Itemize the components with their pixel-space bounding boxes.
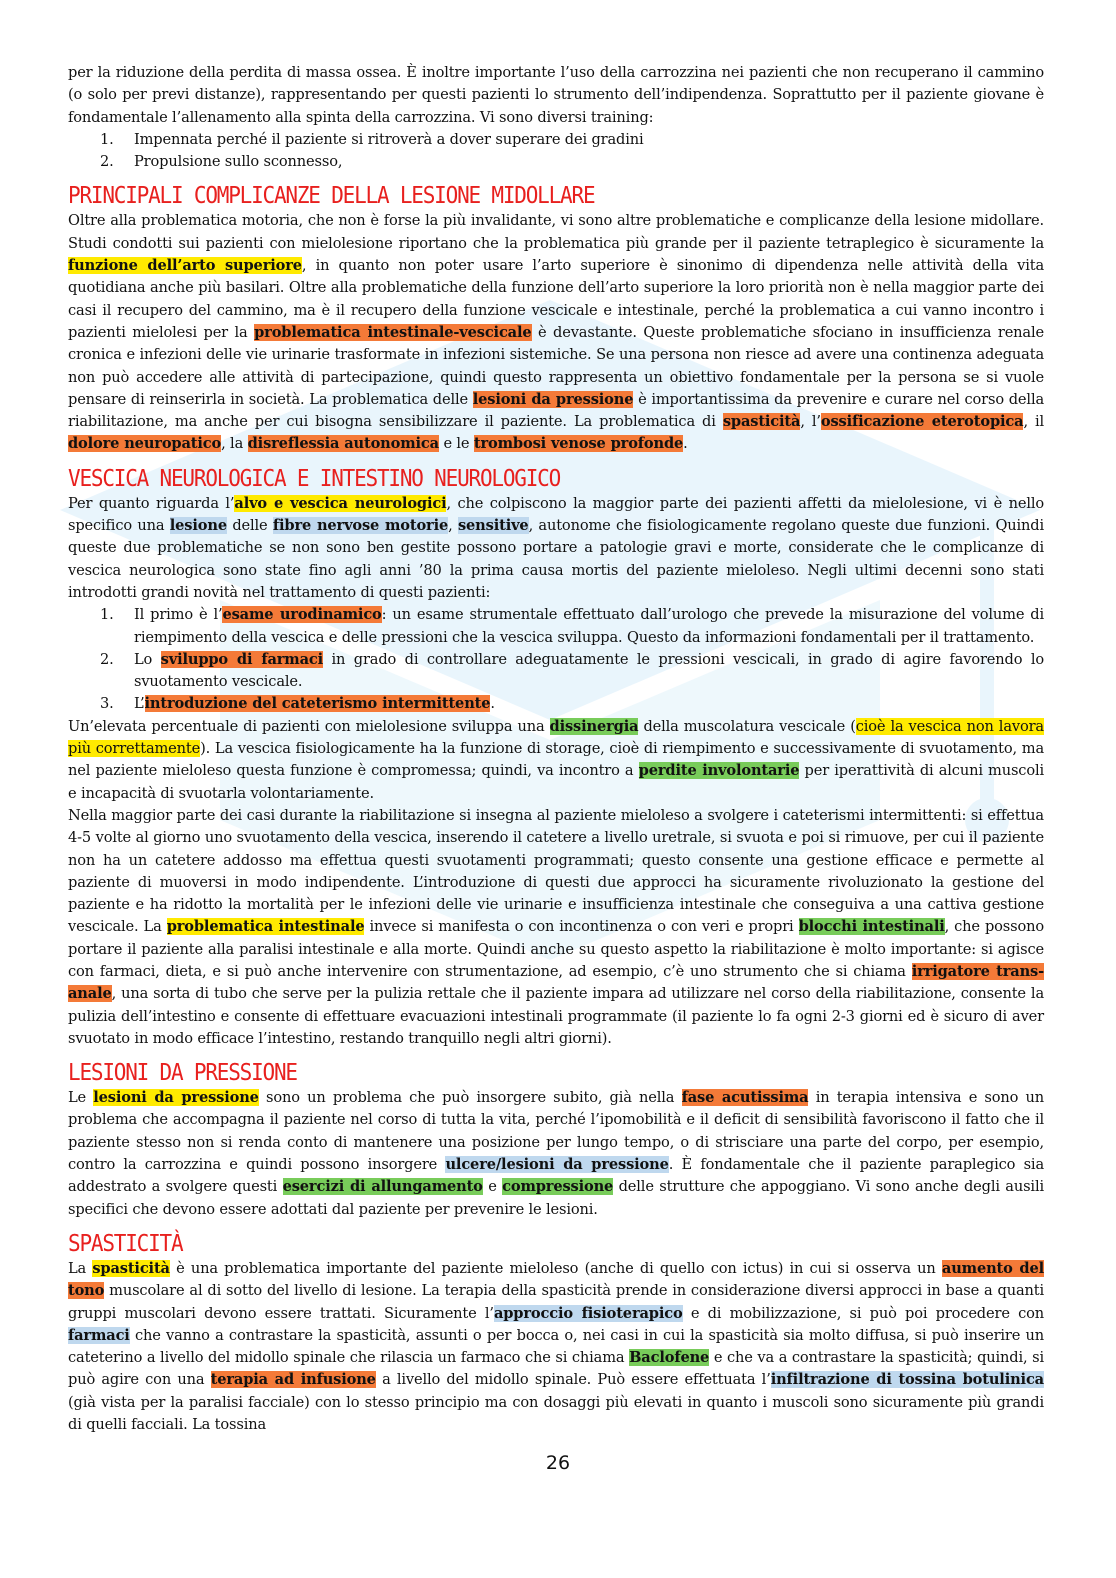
highlight: perdite involontarie bbox=[638, 762, 800, 780]
highlight: dolore neuropatico bbox=[68, 435, 222, 453]
highlight: disreflessia autonomica bbox=[247, 435, 439, 453]
highlight: blocchi intestinali bbox=[798, 918, 945, 936]
highlight: introduzione del cateterismo intermittente bbox=[144, 695, 491, 713]
intro-paragraph: per la riduzione della perdita di massa ossea. È inoltre importante l’uso della carrozzina nei pazienti che non recuperano il cammino (o solo per previ distanze), rappresentando per questi pazienti lo strumento dell’indipendenza. Soprattutto per il paziente giovane è fondamentale l’allenamento alla spinta della carrozzina. Vi sono diversi training: bbox=[68, 64, 1044, 126]
highlight: infiltrazione di tossina botulinica bbox=[770, 1371, 1044, 1389]
section-heading-spasticita: SPASTICITÀ bbox=[68, 1229, 183, 1257]
highlight: ulcere/lesioni da pressione bbox=[445, 1156, 669, 1174]
highlight: lesioni da pressione bbox=[472, 390, 634, 408]
highlight: fibre nervose motorie bbox=[272, 517, 449, 535]
highlight: terapia ad infusione bbox=[210, 1371, 376, 1389]
training-list bbox=[68, 129, 1044, 174]
highlight: ossificazione eterotopica bbox=[820, 413, 1024, 431]
highlight: funzione dell’arto superiore bbox=[68, 257, 302, 275]
complicanze-paragraph: Oltre alla problematica motoria, che non è forse la più invalidante, vi sono altre problematiche e complicanze della lesione midollare. Studi condotti sui pazienti con mielolesione riportano che la problematica più grande per il paziente tetraplegico è sicuramente la funzione dell’arto superiore, in quanto non poter usare l’arto superiore è sinonimo di dipendenza nelle attività della vita quotidiana anche più basilari. Oltre alla problematiche della funzione dell’arto superiore la loro priorità non è nella maggior parte dei casi il recupero del cammino, ma è il recupero della funzione vescicale e intestinale, perché la problematica a cui vanno incontro i pazienti mielolesi per la problematica intestinale-vescicale è devastante. Queste problematiche sfociano in insufficienza renale cronica e infezioni delle vie urinarie trasformate in infezioni sistemiche. Se una persona non riesce ad avere una continenza adeguata non può accedere alle attività di partecipazione, quindi questo rappresenta un obiettivo fondamentale per la persona se si vuole pensare di reinserirla in società. La problematica delle lesioni da pressione è importantissima da prevenire e curare nel corso della riabilitazione, ma anche per cui bisogna sensibilizzare il paziente. La problematica di spasticità, l’ossificazione eterotopica, il dolore neuropatico, la disreflessia autonomica e le trombosi venose profonde. bbox=[68, 212, 1045, 453]
highlight: irrigatore trans-anale bbox=[68, 962, 1044, 1003]
highlight: problematica intestinale-vescicale bbox=[254, 323, 532, 341]
highlight: farmaci bbox=[68, 1326, 130, 1344]
highlight: dissinergia bbox=[549, 717, 639, 735]
highlight: trombosi venose profonde bbox=[473, 435, 684, 453]
novita-list bbox=[68, 604, 1044, 715]
highlight: spasticità bbox=[722, 413, 801, 431]
section-heading-complicanze: PRINCIPALI COMPLICANZE DELLA LESIONE MIDOLLARE bbox=[68, 182, 595, 210]
section-heading-vescica: VESCICA NEUROLOGICA E INTESTINO NEUROLOGICO bbox=[68, 464, 561, 492]
highlight: cioè la vescica non lavora più correttamente bbox=[68, 717, 1044, 758]
highlight: problematica intestinale bbox=[166, 918, 365, 936]
list-item: 1. Il primo è l’esame urodinamico: un esame strumentale effettuato dall’urologo che prevede la misurazione del volume di riempimento della vescica e delle pressioni che la vescica sviluppa. Questo da informazioni fondamentali per il trattamento. bbox=[100, 606, 1045, 646]
highlight: aumento del tono bbox=[68, 1259, 1044, 1300]
list-item: 2. Propulsione sullo sconnesso, bbox=[100, 153, 343, 171]
highlight: alvo e vescica neurologici bbox=[234, 494, 447, 512]
list-item: 2. Lo sviluppo di farmaci in grado di controllare adeguatamente le pressioni vescicali, in grado di agire favorendo lo svuotamento vescicale. bbox=[100, 650, 1044, 691]
highlight: esame urodinamico bbox=[222, 606, 382, 624]
list-item: 1. Impennata perché il paziente si ritroverà a dover superare dei gradini bbox=[100, 130, 644, 148]
highlight: sensitive bbox=[457, 517, 529, 535]
section-heading-lesioni: LESIONI DA PRESSIONE bbox=[68, 1058, 297, 1086]
highlight: sviluppo di farmaci bbox=[160, 650, 324, 668]
highlight: lesione bbox=[169, 517, 227, 535]
highlight: fase acutissima bbox=[681, 1089, 809, 1107]
highlight: lesioni da pressione bbox=[93, 1089, 259, 1107]
lesioni-paragraph: Le lesioni da pressione sono un problema che può insorgere subito, già nella fase acutissima in terapia intensiva e sono un problema che accompagna il paziente nel corso di tutta la vita, perché l’ipomobilità e il deficit di sensibilità favoriscono il fatto che il paziente stesso non si renda conto di mantenere una posizione per lungo tempo, o di strisciare una parte del corpo, per esempio, contro la carrozzina e quindi possono insorgere ulcere/lesioni da pressione. È fondamentale che il paziente paraplegico sia addestrato a svolgere questi esercizi di allungamento e compressione delle strutture che appoggiano. Vi sono anche degli ausili specifici che devono essere adottati dal paziente per prevenire le lesioni. bbox=[68, 1089, 1044, 1218]
document-page bbox=[68, 62, 1044, 1436]
highlight: esercizi di allungamento bbox=[282, 1178, 483, 1196]
cateterismo-paragraph: Nella maggior parte dei casi durante la riabilitazione si insegna al paziente mieloleso a svolgere i cateterismi intermittenti: si effettua 4-5 volte al giorno uno svuotamento della vescica, inserendo il catetere a livello uretrale, si svuota e poi si rimuove, per cui il paziente non ha un catetere addosso ma effettua questi svuotamenti programmati; questo consente una gestione efficace e permette al paziente di muoversi in modo indipendente. L’introduzione di questi due approcci ha sicuramente rivoluzionato la gestione del paziente e ha ridotto la mortalità per le infezioni delle vie urinarie e insufficienza intestinale che conseguiva a una cattiva gestione vescicale. La problematica intestinale invece si manifesta o con incontinenza o con veri e propri blocchi intestinali, che possono portare il paziente alla paralisi intestinale e alla morte. Quindi anche su questo aspetto la riabilitazione è molto importante: si agisce con farmaci, dieta, e si può anche intervenire con strumentazione, ad esempio, c’è uno strumento che si chiama irrigatore trans-anale, una sorta di tubo che serve per la pulizia rettale che il paziente impara ad utilizzare nel corso della riabilitazione, consente la pulizia dell’intestino e consente di effettuare evacuazioni intestinali programmate (il paziente lo fa ogni 2-3 giorni ed è sicuro di aver svuotato in modo efficace l’intestino, restando tranquillo negli altri giorni). bbox=[68, 806, 1044, 1047]
vescica-paragraph: Per quanto riguarda l’alvo e vescica neurologici, che colpiscono la maggior parte dei pazienti affetti da mielolesione, vi è nello specifico una lesione delle fibre nervose motorie, sensitive, autonome che fisiologicamente regolano queste due funzioni. Quindi queste due problematiche se non sono ben gestite possono portare a patologie gravi e morte, considerate che le complicanze di vescica neurologica sono state fino agli anni ’80 la prima causa mortis del paziente mieloleso. Negli ultimi decenni sono stati introdotti grandi novità nel trattamento di questi pazienti: bbox=[68, 494, 1044, 601]
list-item: 3. L’introduzione del cateterismo intermittente. bbox=[100, 695, 495, 713]
spasticita-paragraph: La spasticità è una problematica importante del paziente mieloleso (anche di quello con ictus) in cui si osserva un aumento del tono muscolare al di sotto del livello di lesione. La terapia della spasticità prende in considerazione diversi approcci in base a quanti gruppi muscolari devono essere trattati. Sicuramente l’approccio fisioterapico e di mobilizzazione, si può poi procedere con farmaci che vanno a contrastare la spasticità, assunti o per bocca o, nei casi in cui la spasticità sia molto diffusa, si può inserire un cateterino a livello del midollo spinale che rilascia un farmaco che si chiama Baclofene e che va a contrastare la spasticità; quindi, si può agire con una terapia ad infusione a livello del midollo spinale. Può essere effettuata l’infiltrazione di tossina botulinica (già vista per la paralisi facciale) con lo stesso principio ma con dosaggi più elevati in quanto i muscoli sono sicuramente più grandi di quelli facciali. La tossina bbox=[68, 1259, 1044, 1434]
highlight: Baclofene bbox=[629, 1349, 710, 1367]
highlight: compressione bbox=[502, 1178, 614, 1196]
highlight: spasticità bbox=[92, 1259, 170, 1277]
highlight: approccio fisioterapico bbox=[493, 1304, 683, 1322]
page-number: 26 bbox=[545, 1452, 571, 1474]
dissinergia-paragraph: Un’elevata percentuale di pazienti con mielolesione sviluppa una dissinergia della muscolatura vescicale (cioè la vescica non lavora più correttamente). La vescica fisiologicamente ha la funzione di storage, cioè di riempimento e successivamente di svuotamento, ma nel paziente mieloleso questa funzione è compromessa; quindi, va incontro a perdite involontarie per iperattività di alcuni muscoli e incapacità di svuotarla volontariamente. bbox=[68, 717, 1044, 802]
